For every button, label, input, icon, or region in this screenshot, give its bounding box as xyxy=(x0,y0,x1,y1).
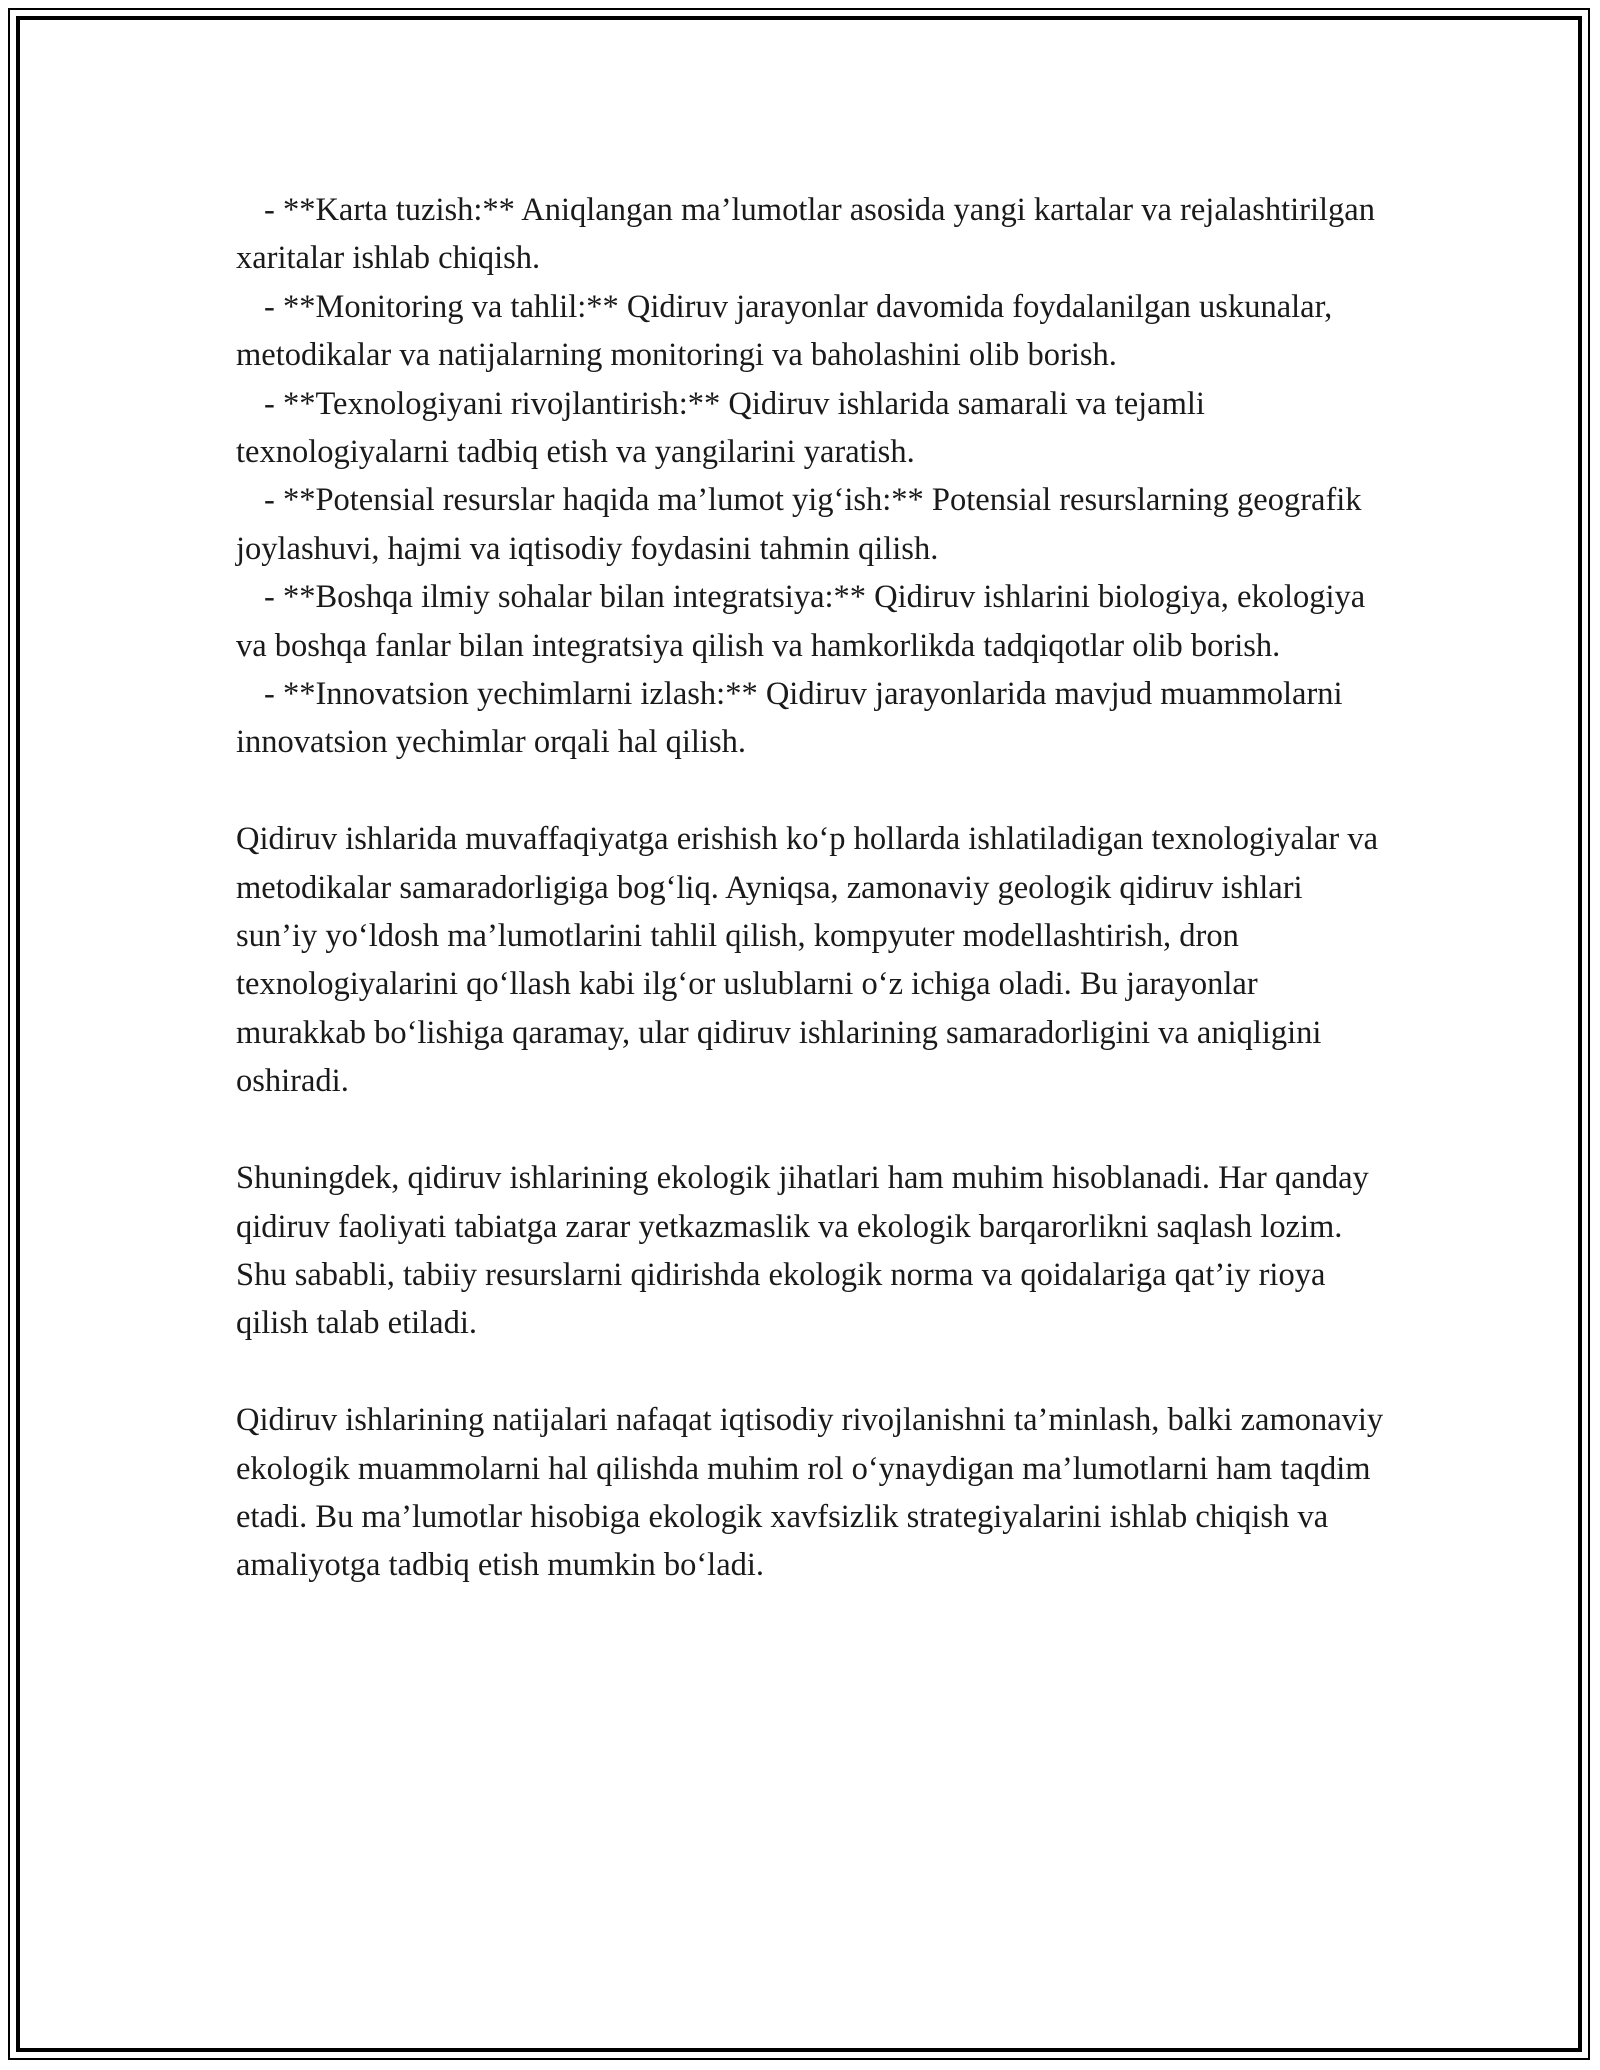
bullet-innovatsion-yechimlar: - **Innovatsion yechimlarni izlash:** Qidiruv jarayonlarida mavjud muammolarni innovatsion yechimlar orqali hal qilish. xyxy=(236,676,1343,761)
bullet-ilmiy-integratsiya: - **Boshqa ilmiy sohalar bilan integratsiya:** Qidiruv ishlarini biologiya, ekologiya va boshqa fanlar bilan integratsiya qilish va hamkorlikda tadqiqotlar olib borish. xyxy=(236,579,1366,664)
bullet-monitoring-va-tahlil: - **Monitoring va tahlil:** Qidiruv jarayonlar davomida foydalanilgan uskunalar, metodikalar va natijalarning monitoringi va baholashini olib borish. xyxy=(236,288,1333,374)
paragraph-results: Qidiruv ishlarining natijalari nafaqat iqtisodiy rivojlanishni ta’minlash, balki zamonaviy ekologik muammolarni hal qilishda muhim rol o‘ynaydigan ma’lumotlarni ham taqdim etadi. Bu ma’lumotlar hisobiga ekologik xavfsizlik strategiyalarini ishlab chiqish va amaliyotga tadbiq etish mumkin bo‘ladi. xyxy=(236,1402,1384,1584)
bullet-karta-tuzish: - **Karta tuzish:** Aniqlangan ma’lumotlar asosida yangi kartalar va rejalashtirilgan xaritalar ishlab chiqish. xyxy=(236,192,1375,277)
bullet-potensial-resurslar: - **Potensial resurslar haqida ma’lumot yig‘ish:** Potensial resurslarning geografik joylashuvi, hajmi va iqtisodiy foydasini tahmin qilish. xyxy=(236,482,1362,567)
document-body xyxy=(236,186,1386,1590)
paragraph-technologies: Qidiruv ishlarida muvaffaqiyatga erishish ko‘p hollarda ishlatiladigan texnologiyalar va metodikalar samaradorligiga bog‘liq. Ayniqsa, zamonaviy geologik qidiruv ishlari sun’iy yo‘ldosh ma’lumotlarini tahlil qilish, kompyuter modellashtirish, dron texnologiyalarini qo‘llash kabi ilg‘or uslublarni o‘z ichiga oladi. Bu jarayonlar murakkab bo‘lishiga qaramay, ular qidiruv ishlarining samaradorligini va aniqligini oshiradi. xyxy=(236,821,1379,1100)
paragraph-ecology: Shuningdek, qidiruv ishlarining ekologik jihatlari ham muhim hisoblanadi. Har qanday qidiruv faoliyati tabiatga zarar yetkazmaslik va ekologik barqarorlikni saqlash lozim. Shu sababli, tabiiy resurslarni qidirishda ekologik norma va qoidalariga qat’iy rioya qilish talab etiladi. xyxy=(236,1160,1369,1342)
bullet-list xyxy=(236,186,1386,767)
bullet-texnologiyani-rivojlantirish: - **Texnologiyani rivojlantirish:** Qidiruv ishlarida samarali va tejamli texnologiyalarni tadbiq etish va yangilarini yaratish. xyxy=(236,385,1205,471)
